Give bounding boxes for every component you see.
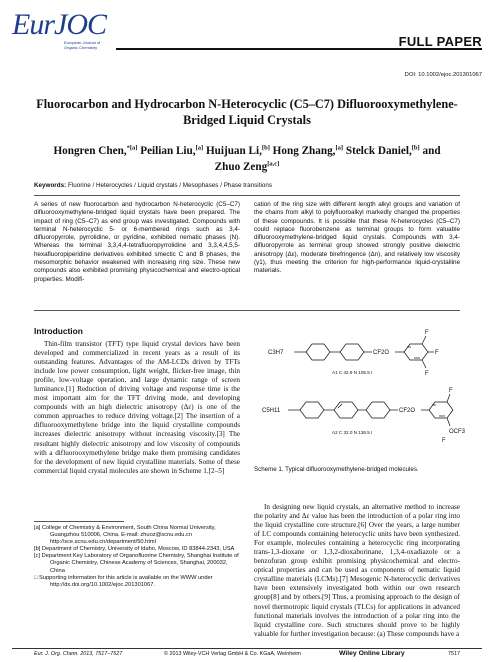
author: Hongren Chen,$^{*[a]}$: [53, 144, 138, 157]
keywords: [34, 182, 460, 189]
mol1-sub3: F: [425, 371, 429, 377]
article-title: Fluorocarbon and Hydrocarbon N-Heterocyclic (C5–C7) Difluorooxymethylene-Bridged Liquid Crystals: [36, 97, 458, 127]
mol1-label: A1 C 42.9 N 105.5 I: [332, 370, 373, 375]
footer-journal: Eur. J. Org. Chem. 2013, 7517–7527: [34, 651, 123, 657]
footnote-b: [b] Department of Chemistry, University of Idaho, Moscow, ID 83844-2343, USA: [34, 546, 235, 553]
page-number: 7517: [448, 651, 460, 657]
mol2-sub1: F: [449, 388, 453, 394]
abstract-left-column: A series of new fluorocarbon and hydrocarbon N-heterocyclic (C5–C7) difluorooxymethylene-bridged liquid crystals have been prepared. The impact of ring (C5–C7) as end group was investigated. Compounds with terminal N-heterocyclic 5- or 6-membered rings such as 3,4-difluoropyrrole, pyrrolidine, or pyridine, exhibited nematic phases (N). Whereas the terminal 3,3,4,4-tetrafluoropyrrolidine and 3,3,4,4,5,5-hexafluoropiperidine derivatives exhibited smectic C and B phases, the mesomorphic behavior weakened with increasing ring size. These new compounds also exhibited promising physicochemical and electro-optical properties. Modifi-: [34, 201, 240, 283]
footnote-rule: [34, 521, 124, 522]
divider: [34, 195, 460, 196]
right-column-paragraph: In designing new liquid crystals, an alternative method to increase the polarity and Δε value has been the introduction of a polar ring into the liquid crystalline core structure.[6] Over the years, a large number of LC compounds containing heterocyclic units have been synthesized. For example, molecules containing a heterocyclic ring incorporating trans-1,3-dioxane or 1,3,2-dioxaborinane, 1,3,4-oxadiazole or a benzofuran group exhibit promising physicochemical and electro-optical properties and can be used as components of nematic liquid crystalline materials (LCMs).[7] Mesogenic N-heterocyclic derivatives have been extensively investigated both within our own research group[8] and by others.[9] Thus, a promising approach to the design of novel thermotropic liquid crystals (TLCs) for applications in advanced functional materials involves the introduction of a polar ring into the liquid crystalline core. Such structures should prove to be highly valuable for further investigation because: (a) These compounds have a: [254, 503, 460, 638]
author: Stelck Daniel,[b]: [345, 144, 420, 157]
author: Peilian Liu,[a]: [140, 144, 204, 157]
logo-text: EurJOC: [12, 8, 106, 41]
molecule-a1: [294, 336, 434, 368]
logo-subtitle: European Journal of Organic Chemistry: [64, 40, 101, 50]
divider: [34, 310, 460, 311]
scheme-1-structures: [254, 322, 466, 462]
footnote-a: [a] College of Chemistry & Environment, South China Normal University, Guangzhou 510006, China. E-mail: zhuoz@scnu.edu.cn http://sce.scnu.edu.cn/department/50.html: [34, 525, 216, 546]
author: Huijuan Li,[b]: [205, 144, 270, 157]
mol1-alkyl: C3H7: [268, 350, 284, 356]
footer-online-library-link[interactable]: Wiley Online Library: [339, 650, 405, 657]
journal-logo: [12, 10, 107, 52]
footnote-c: [c] Department Key Laboratory of Organofluorine Chemistry, Shanghai Institute of Organic Chemistry, Chinese Academy of Sciences, Shanghai, 200032, China: [34, 553, 239, 574]
mol2-alkyl: C5H11: [262, 408, 281, 414]
keywords-label: Keywords:: [34, 182, 67, 189]
mol1-sub1: F: [425, 330, 429, 336]
mol2-label: A2 C 32.0 N 136.5 I: [332, 430, 373, 435]
introduction-paragraph: Thin-film transistor (TFT) type liquid crystal devices have been developed and commercialized in recent years as a result of its outstanding features. Advantages of the AM-LCDs driven by TFTs include low power consumption, light weight, flicker-free image, thin profile, low-voltage operation, and large dynamic range of screen luminance.[1] Reduction of driving voltage and response time is the most important aim for the TFT driving mode, and developing compounds with an high dielectric anisotropy (Δε) is one of the common approaches to reduce driving voltage.[2] The insertion of a difluorooxymethylene bridge into the liquid crystalline compounds increases dielectric anisotropy without increasing viscosity.[3] The resultant highly dielectric anisotropy and low viscosity of compounds with a difluorooxymethylene bridge make them promising candidates for the development of new liquid crystalline materials. Some of these commercial liquid crystal molecules are shown in Scheme 1.[2–5]: [34, 340, 240, 475]
molecule-a2: [288, 394, 453, 426]
footer-copyright: © 2013 Wiley-VCH Verlag GmbH & Co. KGaA, Weinheim: [164, 651, 301, 657]
section-heading-introduction: Introduction: [34, 326, 83, 336]
page-footer: [34, 651, 460, 661]
author: and Zhuo Zeng[a,c]: [214, 144, 441, 174]
mol2-bridge: CF2O: [399, 408, 416, 414]
scheme-caption: Scheme 1. Typical difluorooxymethylene-bridged molecules.: [254, 466, 419, 473]
author-list: [40, 141, 454, 174]
mol1-sub2: F: [435, 350, 439, 356]
section-label: FULL PAPER: [398, 34, 482, 49]
footnotes: [34, 525, 240, 589]
doi-label[interactable]: DOI: 10.1002/ejoc.201301067: [404, 72, 482, 78]
footnote-supporting-info: □ Supporting information for this article is available on the WWW under http://dx.doi.org/10.1002/ejoc.201301067.: [34, 574, 213, 588]
mol2-sub2: F: [442, 438, 446, 444]
abstract-right-column: cation of the ring size with different length alkyl groups and variation of the chains from alkyl to polyfluoroalkyl markedly changed the properties of these compounds. It is possible that these N-heterocycles (C5–C7) could replace fluorobenzene as terminal groups to form valuable difluorooxymethylene-bridged liquid crystals. Compounds with 3,4-difluoropyrrole as terminal group showed strongly positive dielectric anisotropy (Δε), moderate birefringence (Δn), and relatively low viscosity (γ1), thus meeting the criterion for high-performance liquid-crystalline materials.: [254, 201, 460, 275]
author: Hong Zhang,[a]: [272, 144, 344, 157]
footer-rule: [12, 648, 482, 649]
keywords-list: Fluorine / Heterocycles / Liquid crystals / Mesophases / Phase transitions: [67, 182, 272, 189]
mol1-bridge: CF2O: [373, 350, 390, 356]
mol2-end: OCF3: [449, 429, 466, 435]
